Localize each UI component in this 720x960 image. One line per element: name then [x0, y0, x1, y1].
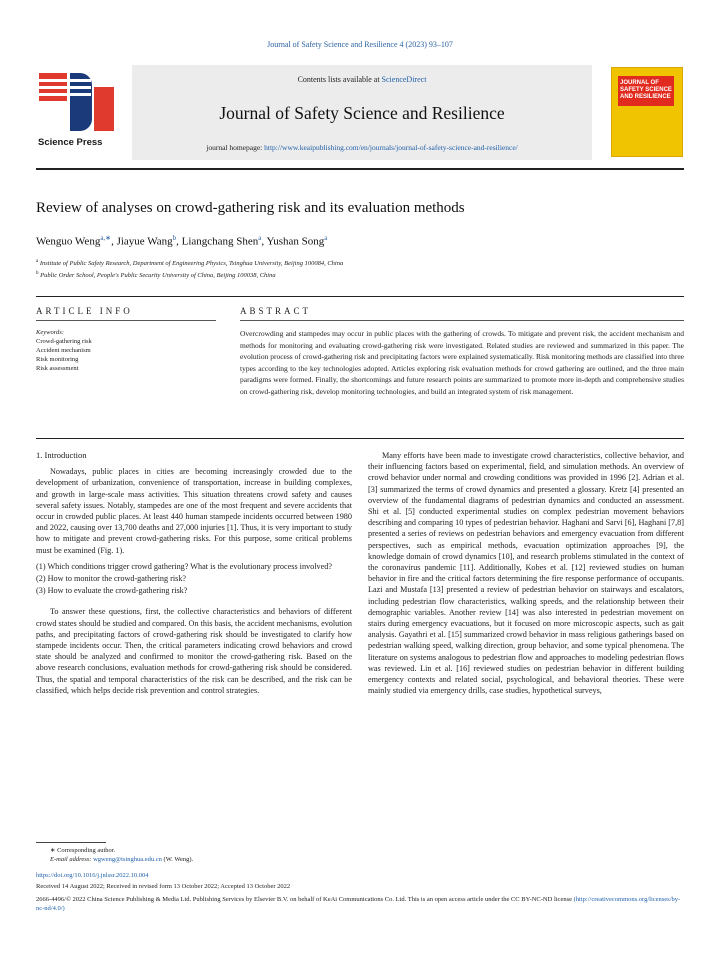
homepage-prefix: journal homepage: [206, 143, 263, 152]
keywords-label: Keywords: [36, 329, 64, 336]
doi-link[interactable]: https://doi.org/10.1016/j.jnlssr.2022.10.004 [36, 872, 149, 879]
journal-cover-image [611, 67, 683, 157]
question-item: (2) How to monitor the crowd-gathering risk? [36, 574, 187, 584]
email-suffix: (W. Weng). [163, 856, 194, 863]
journal-banner [132, 65, 592, 160]
email-line [50, 855, 193, 864]
section-heading-introduction: 1. Introduction [36, 450, 87, 460]
contents-prefix: Contents lists available at [297, 75, 380, 84]
license-text [36, 895, 684, 913]
body-paragraph: Many efforts have been made to investigate crowd characteristics, collective behavior, and their influencing factors based on experimental, field, and simulation methods. An overview of crowd behavior under normal and crowding conditions was provided in 1996 [2]. Adrian et al. [3] summarized the terms of crowd dynamics and presented a glossary. Kretz [4] presented an overview of the fundamental diagrams of pedestrian dynamics and conducted an assessment. Shi et al. [5] conducted experimental studies on complex pedestrian movement behaviors describing and comparing 10 types of pedestrian behavior. Haghani and Sarvi [6], Haghani [7,8] presented a series of reviews on pedestrian behaviors and emergency evacuation from different perspectives, such as empirical methods, evacuation optimization approaches [9], the knowledge domain of crowd dynamics [10], and research problems stimulated in the context of the coronavirus pandemic [11]. Additionally, Kobes et al. [12] reviewed studies on human behavior in fire and the critical factors determining the fire response performance of occupants. Lazi and Mustafa [13] presented a review of pedestrian behavior on stairways and escalators, including pedestrian flow characteristics, walking speeds, and the relationship between their demographic variables. Another review [14] was also interested in pedestrian movement on stairs during emergency evacuations, but it focused on more microscopic aspects, such as gait analysis. Gayathri et al. [15] summarized crowd behavior in mass religious gatherings based on pedestrian walking speed, walking direction, group behavior, and some typical phenomena. The literature on systems analogous to pedestrian flow and approaches to modeling pedestrian flows was reviewed. Lin et al. [16] reviewed studies on pedestrian behavior in different building emergency contexts and related social, psychological, and behavioral theories. These were mainly studied via emergency drills, case studies, hypothetical surveys, [368, 451, 684, 696]
keyword-item: Risk monitoring [36, 356, 79, 363]
cover-text: JOURNAL OF SAFETY SCIENCE AND RESILIENCE [620, 80, 672, 100]
abstract-rule [240, 320, 684, 321]
author-name[interactable]: Wenguo Weng [36, 235, 101, 248]
question-item: (3) How to evaluate the crowd-gathering risk? [36, 586, 188, 596]
abstract-heading: ABSTRACT [240, 306, 312, 316]
sciencedirect-link[interactable]: ScienceDirect [381, 75, 427, 84]
abstract-text: Overcrowding and stampedes may occur in public places with the gathering of crowds. To mitigate and prevent risk, the accident mechanism and methods for monitoring and evaluating crowd-gathering risk were investigated. Related studies are reviewed and summarized in this paper. The evolution process of crowd-gathering risk and precipitating factors were explained systematically. Risk monitoring methods are classified into three types according to the key technologies adopted. Articles exploring risk evaluation methods for crowd gathering are outlined, and the three main paradigms were formed. Finally, the shortcomings and future research points are summarized to promote more in-depth and comprehensive studies on crowd-gathering risk, develop monitoring technologies, and build an integrated system of risk management. [240, 329, 684, 396]
email-label: E-mail address: [50, 856, 92, 863]
affiliation-item: $^a$ Institute of Public Safety Research, Department of Engineering Physics, Tsinghua University, Beijing 100084, China [36, 259, 344, 268]
corresponding-label: ∗ Corresponding author. [50, 847, 116, 854]
article-title: Review of analyses on crowd-gathering risk and its evaluation methods [36, 200, 465, 216]
contents-line [132, 75, 592, 84]
homepage-line [132, 143, 592, 152]
footnote-rule [36, 842, 106, 843]
body-paragraph: To answer these questions, first, the collective characteristics and behaviors of different crowd states should be studied and compared. On this basis, the accident mechanisms, evolution paths, and precipitating factors of crowd-gathering risk should be investigated to clarify how stampede incidents occur. Then, the critical parameters indicating crowd behaviors and crowd state should be analyzed and confirmed to monitor the crowd-gathering risk. Based on the above research conclusions, evaluation methods for crowd-gathering risk should be considered. Thus, the spatial and temporal characteristics of the risk can be described, and the risk can be classified, which helps decide risk prevention and control strategies. [36, 607, 352, 695]
author-affil-mark[interactable]: a,∗ [100, 234, 112, 242]
affiliation-item: $^b$ Public Order School, People's Public Security University of China, Beijing 100038, China [36, 271, 276, 280]
author-affil-mark[interactable]: a [258, 234, 262, 242]
science-press-logo-icon [36, 69, 118, 135]
article-info-heading: ARTICLE INFO [36, 306, 133, 316]
keyword-item: Risk assessment [36, 365, 79, 372]
author-list: Wenguo Weng$^{a,∗}$, Jiayue Wang$^b$, Liangchang Shen$^a$, Yushan Song$^a$ [36, 234, 328, 248]
author-name[interactable]: Liangchang Shen [181, 235, 259, 248]
keyword-item: Accident mechanism [36, 347, 91, 354]
question-item: (1) Which conditions trigger crowd gathering? What is the evolutionary process involved? [36, 561, 332, 571]
journal-title: Journal of Safety Science and Resilience [219, 103, 505, 123]
article-info-rule [36, 320, 216, 321]
received-dates: Received 14 August 2022; Received in revised form 13 October 2022; Accepted 13 October 2022 [36, 883, 291, 890]
email-link[interactable]: wgweng@tsinghua.edu.cn [93, 856, 162, 863]
keyword-item: Crowd-gathering risk [36, 338, 92, 345]
journal-reference[interactable]: Journal of Safety Science and Resilience 4 (2023) 93–107 [267, 40, 453, 49]
author-affil-mark[interactable]: a [324, 234, 328, 242]
body-paragraph: Nowadays, public places in cities are becoming increasingly crowded due to the development of urbanization, convenience of transportation, increase in building complexes, and growth in large-scale mass activities. This situation threatens crowd safety and causes several safety issues. Notably, stampedes are one of the most frequent and severe accidents that occur in crowded public places. At least 440 human stampede incidents occurred between 1980 and 2022, causing over 13,700 deaths and 27,000 injuries [1]. Thus, it is very important to study how to mitigate and prevent crowd-gathering risks. For this purpose, some critical problems must be examined (Fig. 1). [36, 467, 352, 555]
affiliations [36, 257, 343, 281]
abstract-bottom-rule [36, 438, 684, 439]
info-top-rule [36, 296, 684, 297]
journal-header [36, 65, 684, 160]
author-name[interactable]: Yushan Song [266, 235, 325, 248]
license-link[interactable]: (http://creativecommons.org/licenses/by-nc-nd/4.0/) [36, 896, 681, 912]
header-divider [36, 168, 684, 170]
homepage-link[interactable]: http://www.keaipublishing.com/en/journals/journal-of-safety-science-and-resilience/ [264, 143, 518, 152]
license-statement: 2666-4496/© 2022 China Science Publishing & Media Ltd. Publishing Services by Elsevier B.V. on behalf of KeAi Communications Co. Ltd. This is an open access article under the CC BY-NC-ND license [36, 896, 572, 903]
publisher-name: Science Press [38, 137, 103, 148]
author-name[interactable]: Jiayue Wang [116, 235, 173, 248]
keywords-block [36, 328, 216, 373]
question-list [36, 561, 352, 597]
body-left-column [36, 450, 352, 701]
body-right-column [368, 450, 684, 701]
author-affil-mark[interactable]: b [172, 234, 177, 242]
publisher-logo [36, 69, 118, 155]
corresponding-author-footnote [50, 846, 193, 864]
